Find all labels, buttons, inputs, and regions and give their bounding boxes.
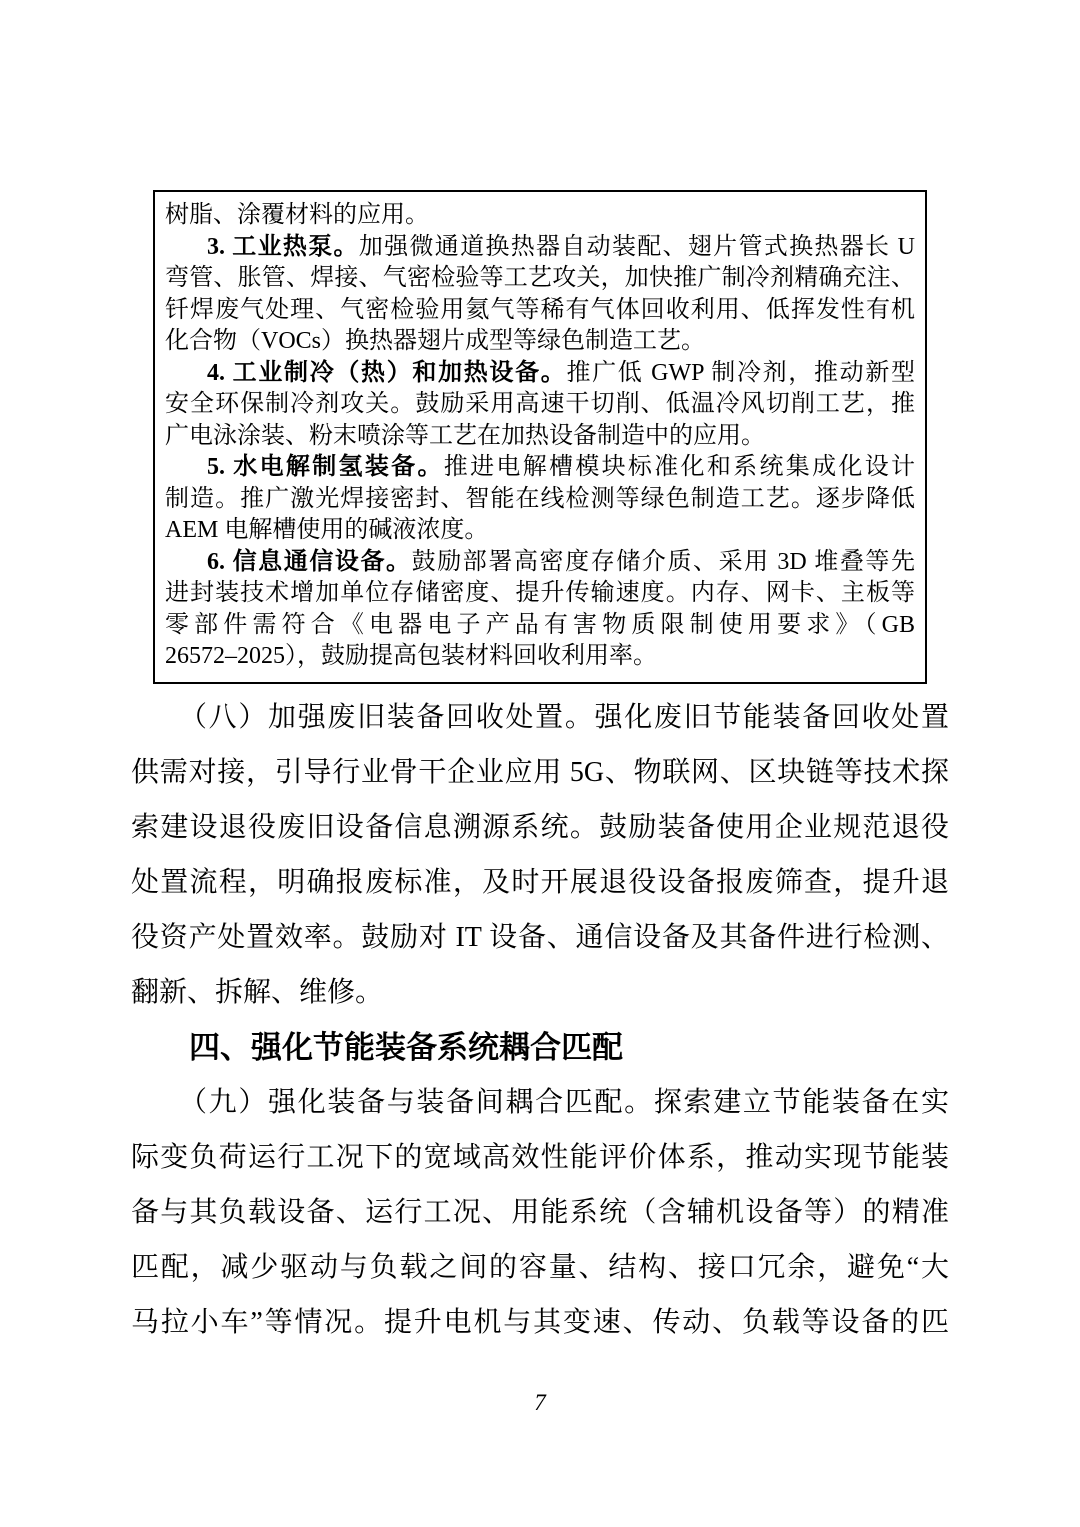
paragraph-8 <box>131 690 949 1020</box>
text-line: 26572–2025），鼓励提高包装材料回收利用率。 <box>165 643 657 669</box>
lead-label: （八）加强废旧装备回收处置。 <box>179 701 595 733</box>
text-line: 翻新、拆解、维修。 <box>131 976 384 1008</box>
text-line: 零部件需符合《电器电子产品有害物质限制使用要求》（GB <box>165 611 915 638</box>
text-line: 制造。推广激光焊接密封、智能在线检测等绿色制造工艺。逐步降低 <box>165 485 915 512</box>
text-line: 弯管、胀管、焊接、气密检验等工艺攻关，加快推广制冷剂精确充注、 <box>165 265 915 291</box>
text-line: 安全环保制冷剂攻关。鼓励采用高速干切削、低温冷风切削工艺，推 <box>165 391 915 417</box>
text-line: 处置流程，明确报废标准，及时开展退役设备报废筛查，提升退 <box>131 866 949 898</box>
lead-label: 4. 工业制冷（热）和加热设备。 <box>207 359 567 386</box>
text-line: 匹配，减少驱动与负载之间的容量、结构、接口冗余，避免“大 <box>131 1251 949 1283</box>
lead-label: 5. 水电解制氢装备。 <box>207 454 444 480</box>
text-line: 进封装技术增加单位存储密度、提升传输速度。内存、网卡、主板等 <box>165 580 915 606</box>
text-line: 树脂、涂覆材料的应用。 <box>165 202 429 228</box>
text-line: 役资产处置效率。鼓励对 IT 设备、通信设备及其备件进行检测、 <box>131 921 949 953</box>
text-line: 6. 信息通信设备。鼓励部署高密度存储介质、采用 3D 堆叠等先 <box>207 548 915 575</box>
text-line: 索建设退役废旧设备信息溯源系统。鼓励装备使用企业规范退役 <box>131 811 949 843</box>
text-line: 广电泳涂装、粉末喷涂等工艺在加热设备制造中的应用。 <box>165 422 765 449</box>
lead-label: 6. 信息通信设备。 <box>207 548 412 575</box>
text-line: 化合物（VOCs）换热器翅片成型等绿色制造工艺。 <box>165 328 706 354</box>
text-line: 5. 水电解制氢装备。推进电解槽模块标准化和系统集成化设计 <box>207 454 915 480</box>
text-line: （九）强化装备与装备间耦合匹配。探索建立节能装备在实 <box>179 1086 949 1118</box>
lead-label: 3. 工业热泵。 <box>207 233 359 260</box>
paragraph-9 <box>131 1075 949 1350</box>
section-heading: 四、强化节能装备系统耦合匹配 <box>189 1029 623 1065</box>
text-line: 4. 工业制冷（热）和加热设备。推广低 GWP 制冷剂，推动新型 <box>207 359 915 386</box>
text-line: 马拉小车”等情况。提升电机与其变速、传动、负载等设备的匹 <box>131 1306 949 1338</box>
lead-label: （九）强化装备与装备间耦合匹配。 <box>179 1086 654 1118</box>
page-content <box>131 0 949 1350</box>
text-line: AEM 电解槽使用的碱液浓度。 <box>165 517 489 543</box>
boxed-text-block <box>153 190 927 684</box>
text-line: （八）加强废旧装备回收处置。强化废旧节能装备回收处置 <box>179 701 949 733</box>
text-line: 际变负荷运行工况下的宽域高效性能评价体系，推动实现节能装 <box>131 1141 949 1173</box>
text-line: 钎焊废气处理、气密检验用氦气等稀有气体回收利用、低挥发性有机 <box>165 296 915 323</box>
page-number: 7 <box>534 1390 546 1415</box>
text-line: 供需对接，引导行业骨干企业应用 5G、物联网、区块链等技术探 <box>131 756 949 788</box>
text-line: 3. 工业热泵。加强微通道换热器自动装配、翅片管式换热器长 U <box>207 233 915 260</box>
text-line: 备与其负载设备、运行工况、用能系统（含辅机设备等）的精准 <box>131 1196 949 1228</box>
